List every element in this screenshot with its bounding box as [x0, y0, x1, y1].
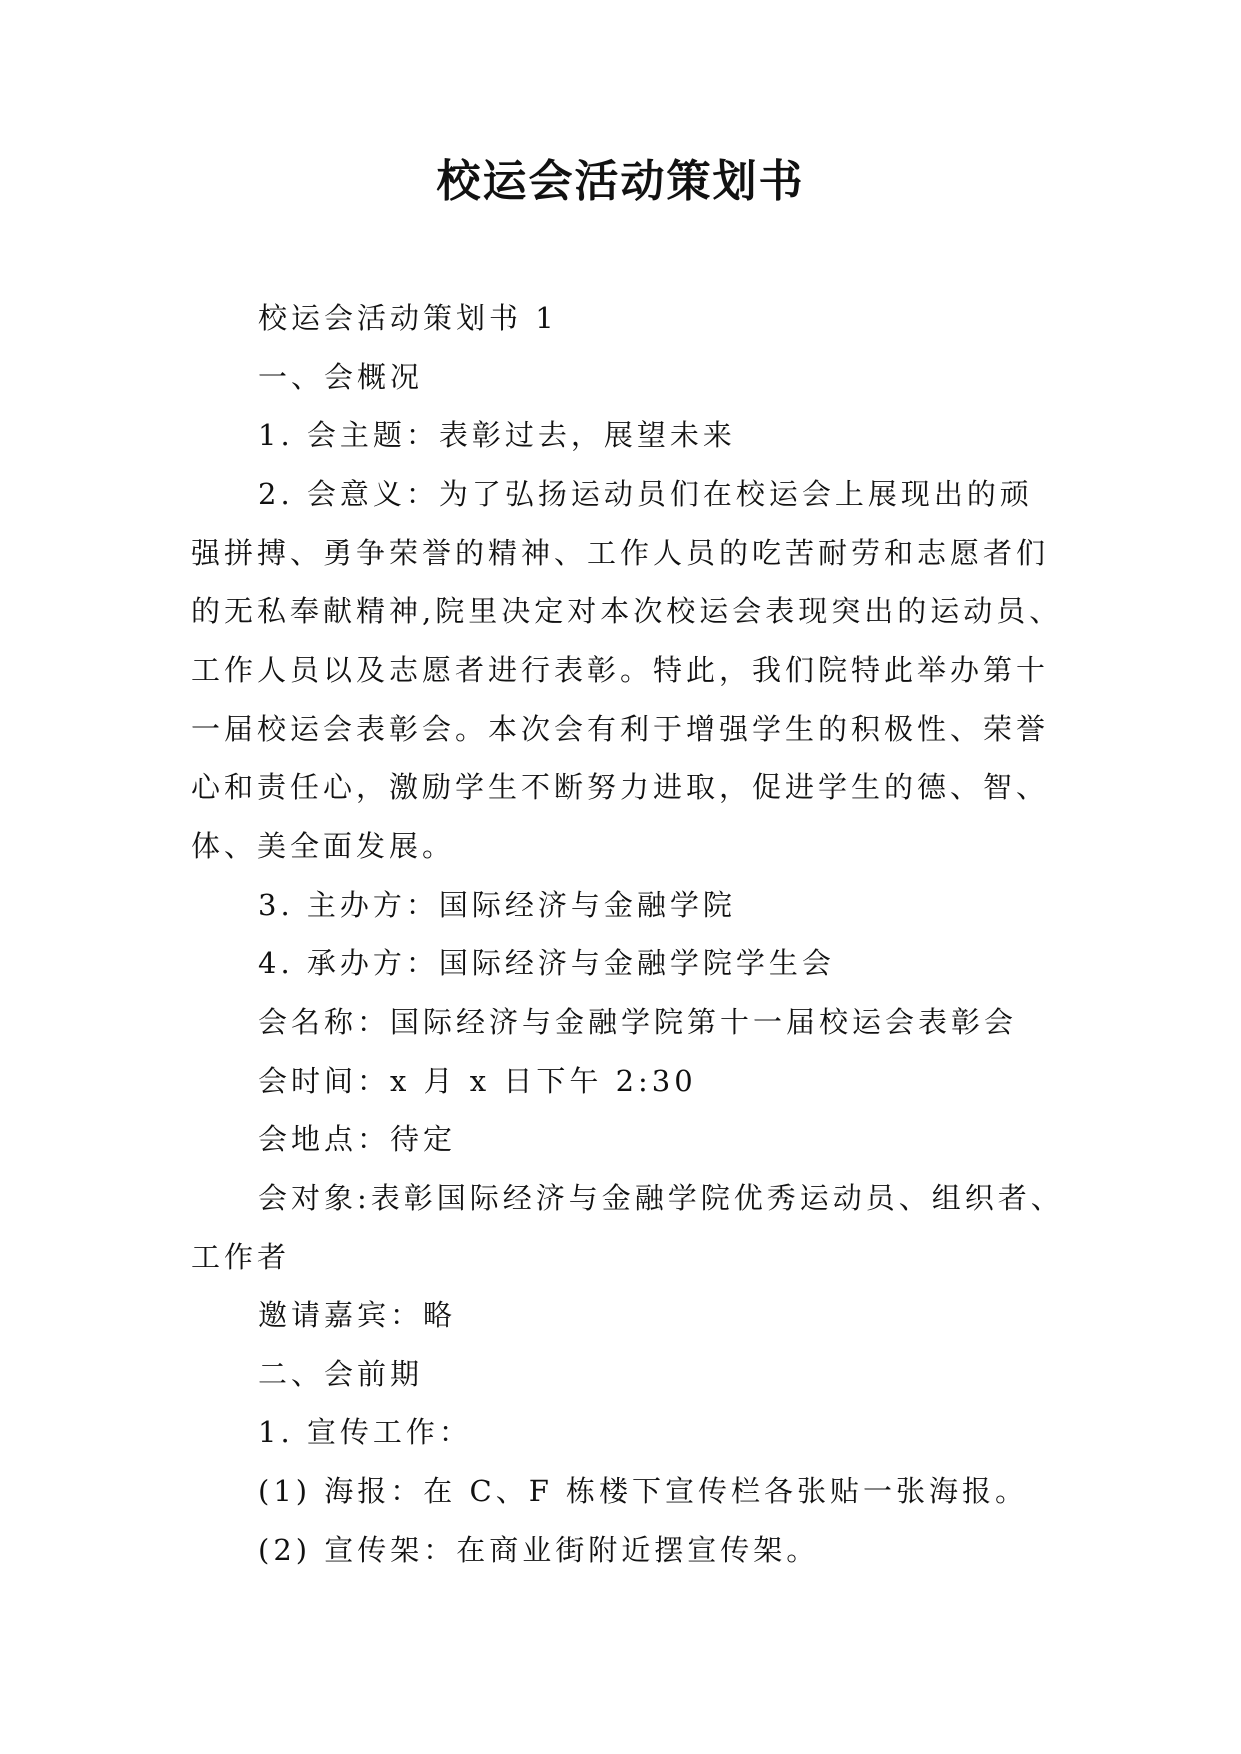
paragraph-line: 校运会活动策划书 1 [258, 301, 558, 335]
paragraph-line: 一届校运会表彰会。本次会有利于增强学生的积极性、荣誉 [191, 711, 1050, 746]
paragraph-line: 会对象:表彰国际经济与金融学院优秀运动员、组织者、 [258, 1180, 1064, 1215]
paragraph-line: (2) 宣传架：在商业街附近摆宣传架。 [258, 1532, 820, 1567]
paragraph-line: 1. 会主题：表彰过去，展望未来 [258, 418, 736, 453]
paragraph-line: 的无私奉献精神,院里决定对本次校运会表现突出的运动员、 [191, 594, 1063, 629]
paragraph [191, 1403, 1111, 1462]
paragraph-line: 一、会概况 [258, 359, 424, 394]
paragraph-line: 邀请嘉宾：略 [258, 1298, 457, 1333]
paragraph [191, 1521, 1111, 1580]
paragraph [191, 348, 1111, 407]
paragraph-line: 强拼搏、勇争荣誉的精神、工作人员的吃苦耐劳和志愿者们 [191, 535, 1050, 570]
paragraph-line: 工作者 [191, 1239, 291, 1274]
paragraph-line: 1. 宣传工作： [258, 1415, 472, 1450]
page-title: 校运会活动策划书 [436, 156, 805, 207]
paragraph [191, 1345, 1111, 1404]
paragraph [191, 465, 1111, 876]
paragraph [191, 406, 1111, 465]
paragraph [191, 934, 1111, 993]
paragraph [191, 1052, 1111, 1111]
paragraph [191, 289, 1111, 348]
document-body [191, 289, 1111, 1579]
paragraph-line: 4. 承办方：国际经济与金融学院学生会 [258, 946, 835, 981]
paragraph-line: 3. 主办方：国际经济与金融学院 [258, 887, 736, 922]
paragraph [191, 1110, 1111, 1169]
paragraph [191, 1169, 1111, 1286]
paragraph-line: (1) 海报：在 C、F 栋楼下宣传栏各张贴一张海报。 [258, 1474, 1029, 1509]
paragraph-line: 体、美全面发展。 [191, 828, 456, 863]
paragraph [191, 1462, 1111, 1521]
paragraph-line: 会时间：x 月 x 日下午 2:30 [258, 1063, 697, 1098]
paragraph [191, 1286, 1111, 1345]
paragraph-line: 二、会前期 [258, 1356, 424, 1391]
paragraph-line: 心和责任心，激励学生不断努力进取，促进学生的德、智、 [191, 770, 1050, 805]
paragraph-line: 会地点：待定 [258, 1122, 457, 1157]
paragraph-line: 会名称：国际经济与金融学院第十一届校运会表彰会 [258, 1004, 1018, 1039]
paragraph-line: 2. 会意义：为了弘扬运动员们在校运会上展现出的顽 [258, 476, 1033, 511]
paragraph-line: 工作人员以及志愿者进行表彰。特此，我们院特此举办第十 [191, 652, 1050, 687]
paragraph [191, 993, 1111, 1052]
paragraph [191, 876, 1111, 935]
